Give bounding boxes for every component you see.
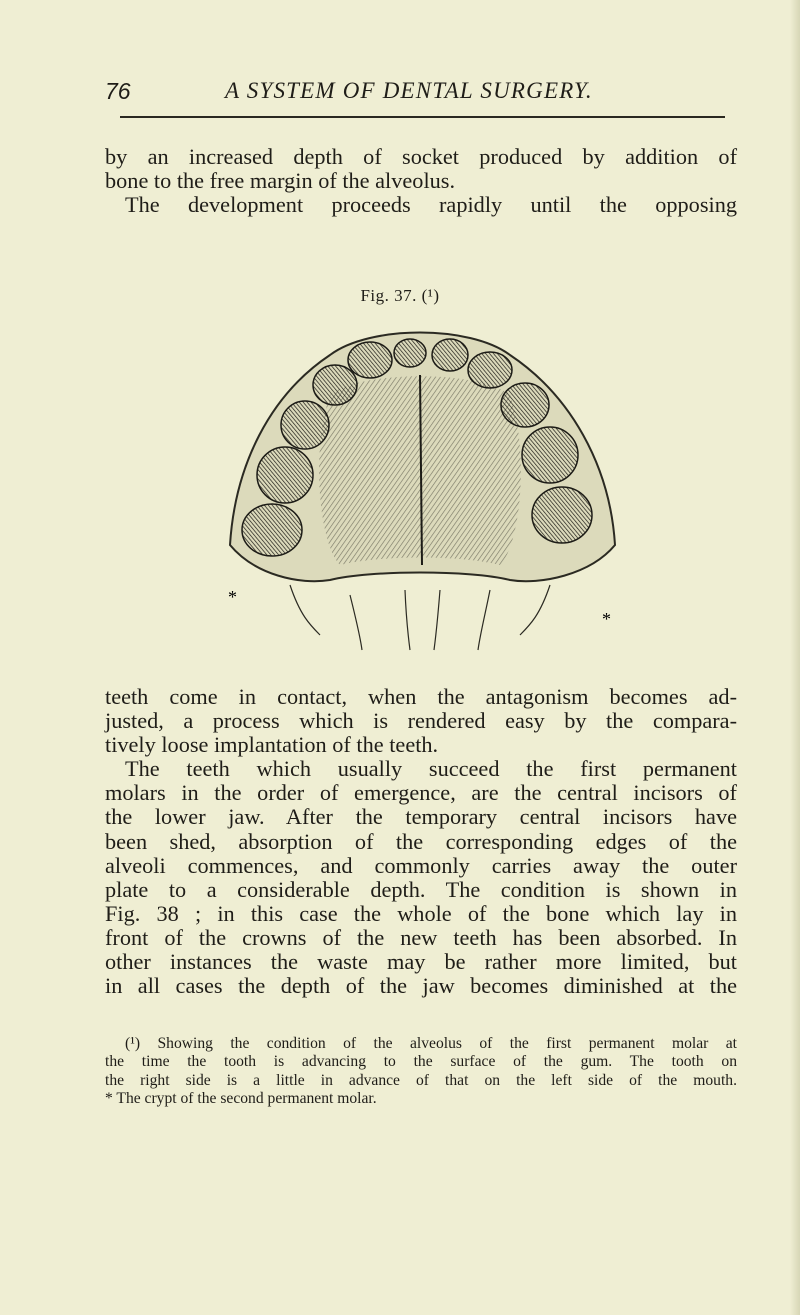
page-edge-shadow xyxy=(790,0,800,1315)
footnote-line: * The crypt of the second permanent molar. xyxy=(105,1090,377,1108)
page-number: 76 xyxy=(105,78,131,104)
text-line: The development proceeds rapidly until the opposing xyxy=(125,192,737,218)
text-line: molars in the order of emergence, are the central incisors of xyxy=(105,780,737,806)
text-line: teeth come in contact, when the antagonism becomes ad- xyxy=(105,684,737,709)
text-line: front of the crowns of the new teeth has been absorbed. In xyxy=(105,924,737,950)
header-rule xyxy=(120,116,725,118)
text-line: by an increased depth of socket produced by addition of xyxy=(105,144,737,169)
crypt-marker-right: * xyxy=(602,609,611,629)
text-line: tively loose implantation of the teeth. xyxy=(105,732,439,758)
crypt-marker-left: * xyxy=(228,587,237,607)
text-line: justed, a process which is rendered easy by the compara- xyxy=(105,708,737,734)
text-line: alveoli commences, and commonly carries away the outer xyxy=(105,852,737,878)
page-header xyxy=(105,78,725,112)
text-line: plate to a considerable depth. The condition is shown in xyxy=(105,876,737,902)
text-line: the lower jaw. After the temporary central incisors have xyxy=(105,804,737,830)
paragraph-2 xyxy=(105,685,737,998)
text-line: The teeth which usually succeed the first permanent xyxy=(125,756,737,782)
footnote-line: the time the tooth is advancing to the surface of the gum. The tooth on xyxy=(105,1053,737,1071)
footnote-line: the right side is a little in advance of that on the left side of the mouth. xyxy=(105,1071,737,1089)
paragraph-1 xyxy=(105,145,737,217)
text-line: been shed, absorption of the corresponding edges of the xyxy=(105,828,737,854)
text-line: bone to the free margin of the alveolus. xyxy=(105,168,456,194)
footnote xyxy=(105,1035,737,1109)
text-line: Fig. 38 ; in this case the whole of the bone which lay in xyxy=(105,900,737,926)
figure-engraving-upper-jaw xyxy=(210,315,630,660)
running-title: A SYSTEM OF DENTAL SURGERY. xyxy=(225,78,593,103)
text-line: other instances the waste may be rather more limited, but xyxy=(105,949,737,975)
footnote-line: (¹) Showing the condition of the alveolus of the first permanent molar at xyxy=(125,1035,737,1052)
text-line: in all cases the depth of the jaw becomes diminished at the xyxy=(105,973,737,999)
figure-caption: Fig. 37. (¹) xyxy=(360,286,440,305)
